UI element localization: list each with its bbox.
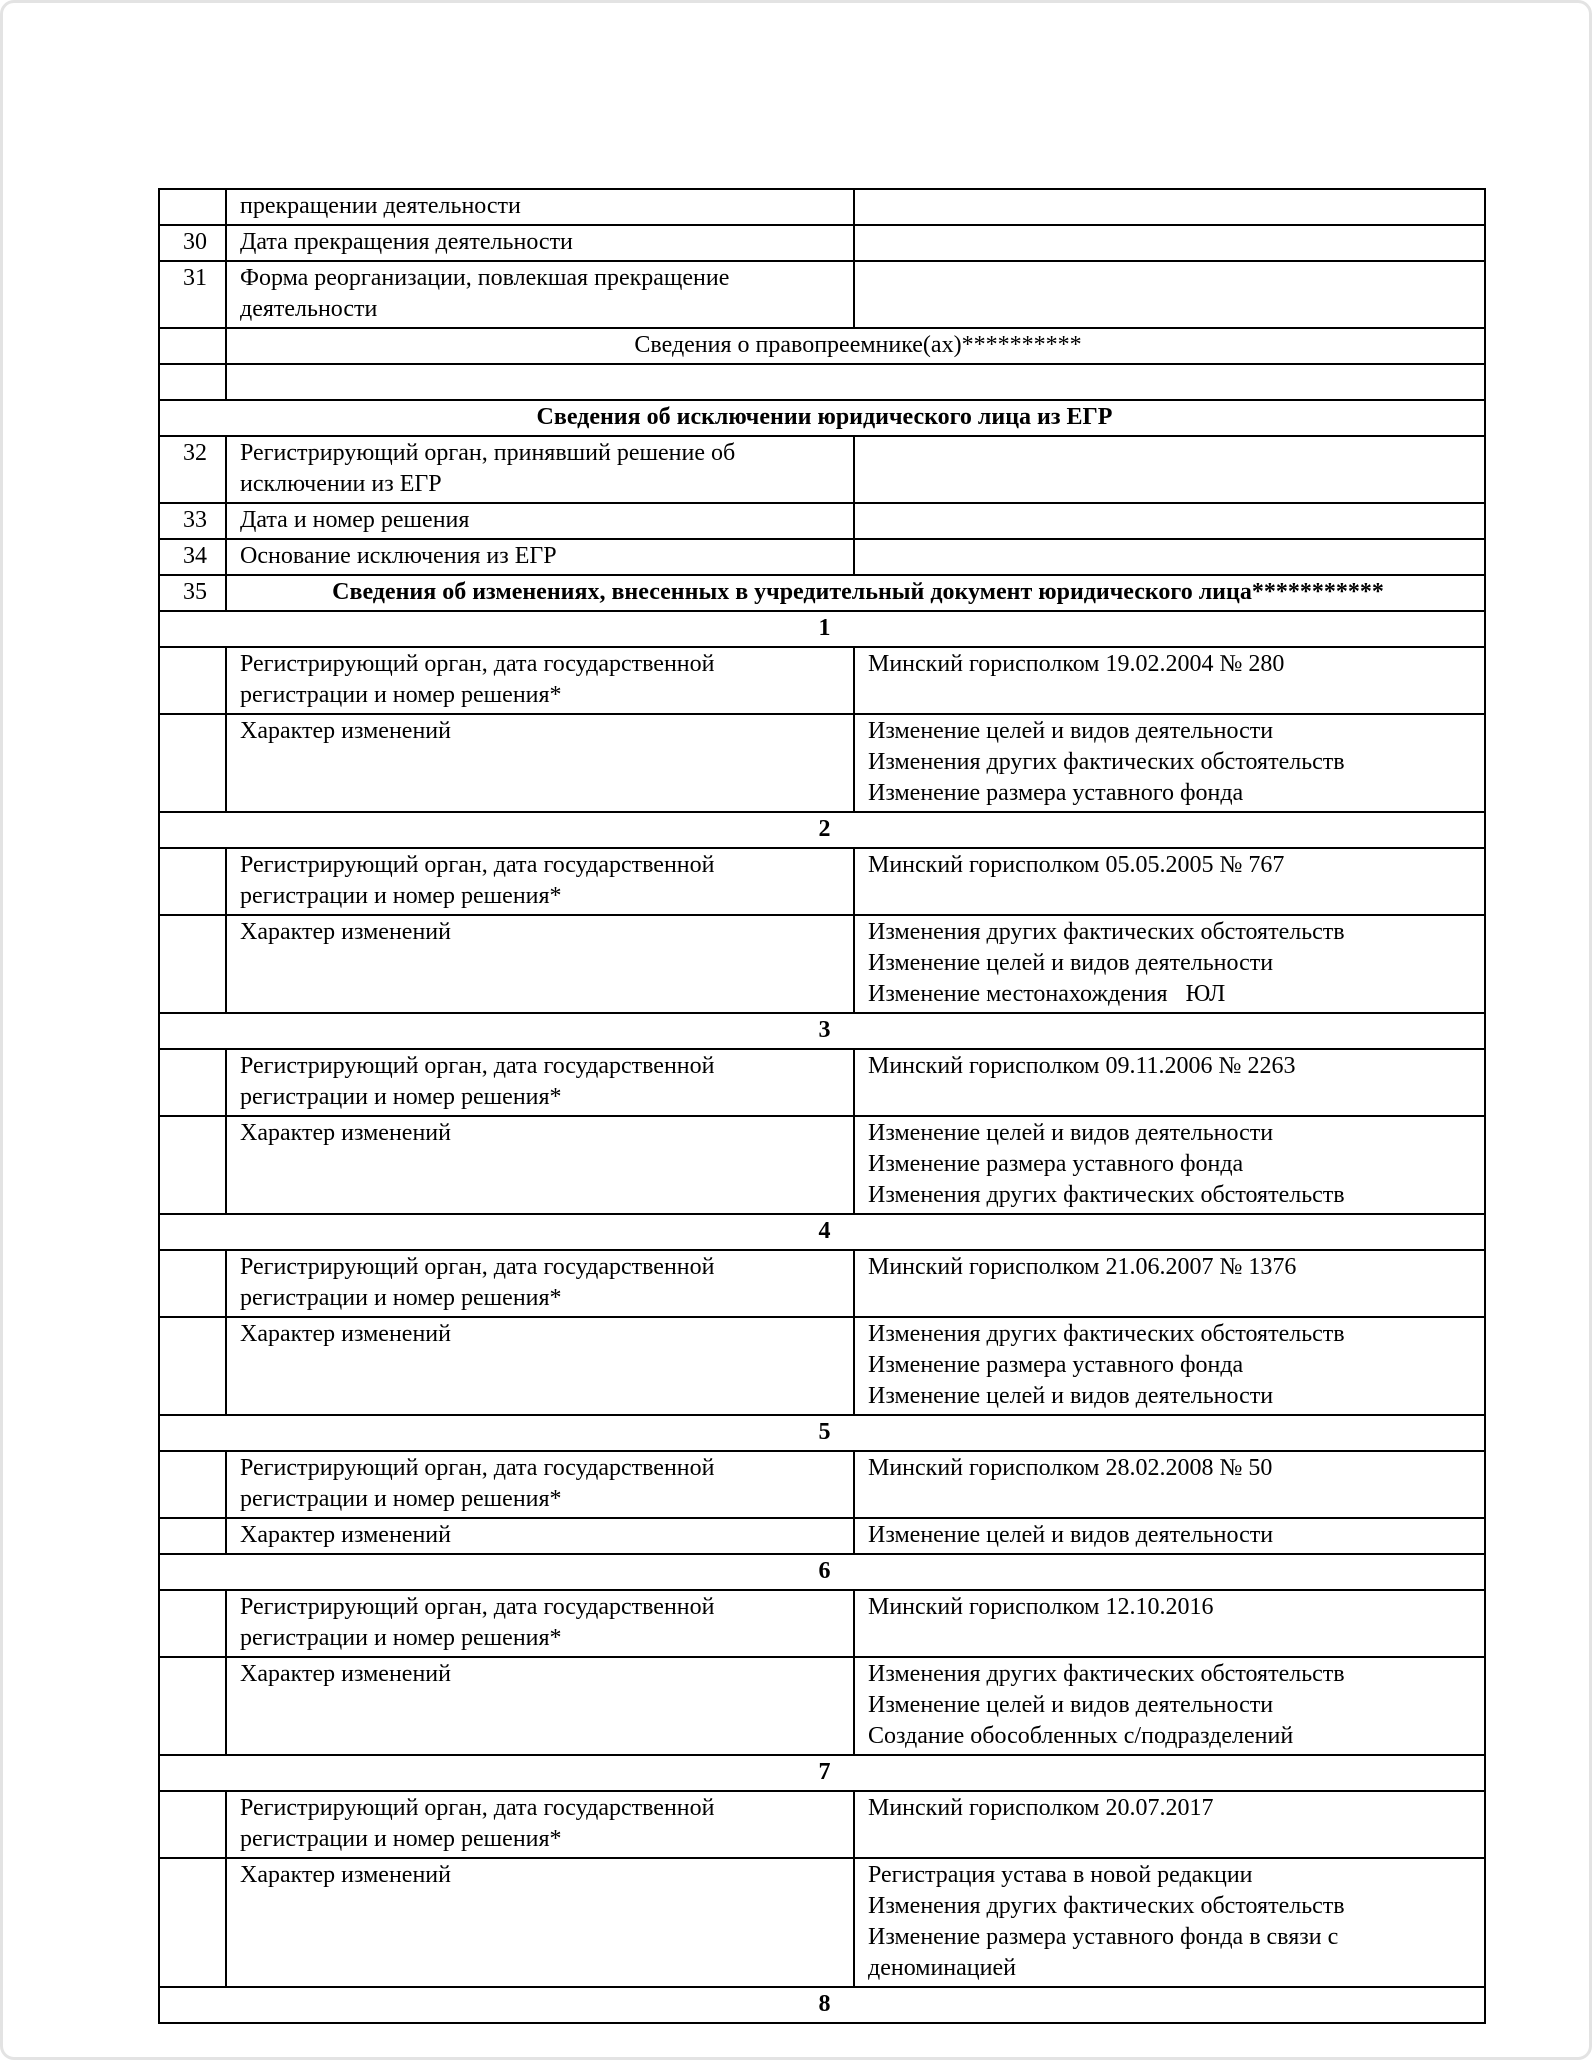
field-label: прекращении деятельности: [226, 189, 854, 225]
field-label: Регистрирующий орган, дата государственной регистрации и номер решения*: [226, 1590, 854, 1657]
row-number: [159, 1858, 226, 1987]
section-3-org-row: [159, 1049, 1485, 1116]
section-7-number-row: [159, 1755, 1485, 1791]
section-3-changes-row: [159, 1116, 1485, 1214]
section-5-org-row: [159, 1451, 1485, 1518]
section-1-org-row: [159, 647, 1485, 714]
change-line: Изменение местонахождения ЮЛ: [868, 981, 1226, 1007]
change-line: Изменения других фактических обстоятельств: [868, 1893, 1345, 1919]
change-line: Изменение целей и видов деятельности: [868, 1522, 1274, 1548]
field-label: Регистрирующий орган, дата государственной регистрации и номер решения*: [226, 1451, 854, 1518]
change-line: Регистрация устава в новой редакции: [868, 1862, 1253, 1888]
field-label: Дата и номер решения: [226, 503, 854, 539]
row-number: [159, 1116, 226, 1214]
section-2-changes-row: [159, 915, 1485, 1013]
row-number: 34: [159, 539, 226, 575]
field-label: Характер изменений: [226, 1518, 854, 1554]
section-7-org-row: [159, 1791, 1485, 1858]
change-line: Изменение целей и видов деятельности: [868, 950, 1274, 976]
change-line: Изменения других фактических обстоятельств: [868, 1182, 1345, 1208]
table-row-33: [159, 503, 1485, 539]
field-label: Регистрирующий орган, дата государственной регистрации и номер решения*: [226, 1791, 854, 1858]
successor-section-header: Сведения о правопреемнике(ах)**********: [226, 328, 1485, 364]
row-number: 35: [159, 575, 226, 611]
row-number: [159, 1250, 226, 1317]
row-number: [159, 364, 226, 400]
section-3-number-row: [159, 1013, 1485, 1049]
table-row-35: [159, 575, 1485, 611]
row-number: [159, 915, 226, 1013]
field-label: Регистрирующий орган, дата государственной регистрации и номер решения*: [226, 1049, 854, 1116]
row-number: [159, 1518, 226, 1554]
section-4-org-row: [159, 1250, 1485, 1317]
field-label: Дата прекращения деятельности: [226, 225, 854, 261]
row-number: [159, 1049, 226, 1116]
empty-cell: [226, 364, 1485, 400]
section-number: 6: [159, 1554, 1485, 1590]
field-label: Характер изменений: [226, 1657, 854, 1755]
field-value: [854, 225, 1485, 261]
change-line: Изменение размера уставного фонда: [868, 1151, 1244, 1177]
field-label: Характер изменений: [226, 1858, 854, 1987]
change-line: Изменения других фактических обстоятельств: [868, 919, 1345, 945]
field-value: [854, 1317, 1485, 1415]
field-label: Характер изменений: [226, 1116, 854, 1214]
row-number: 32: [159, 436, 226, 503]
section-4-changes-row: [159, 1317, 1485, 1415]
table-row-successor-header: [159, 328, 1485, 364]
change-line: Изменения других фактических обстоятельств: [868, 749, 1345, 775]
field-value: [854, 189, 1485, 225]
section-number: 5: [159, 1415, 1485, 1451]
field-value: [854, 1518, 1485, 1554]
table-row-exclusion-header: [159, 400, 1485, 436]
field-label: Регистрирующий орган, дата государственной регистрации и номер решения*: [226, 647, 854, 714]
changes-section-header: Сведения об изменениях, внесенных в учредительный документ юридического лица***********: [226, 575, 1485, 611]
change-line: Изменение размера уставного фонда в связи с деноминацией: [868, 1924, 1339, 1981]
section-number: 4: [159, 1214, 1485, 1250]
section-8-number-row: [159, 1987, 1485, 2023]
field-label: Регистрирующий орган, дата государственной регистрации и номер решения*: [226, 1250, 854, 1317]
section-2-org-row: [159, 848, 1485, 915]
row-number: [159, 1590, 226, 1657]
section-5-number-row: [159, 1415, 1485, 1451]
change-line: Изменение целей и видов деятельности: [868, 718, 1274, 744]
row-number: 33: [159, 503, 226, 539]
change-line: Изменение размера уставного фонда: [868, 780, 1244, 806]
section-6-number-row: [159, 1554, 1485, 1590]
field-value: [854, 539, 1485, 575]
section-2-number-row: [159, 812, 1485, 848]
section-number: 2: [159, 812, 1485, 848]
section-6-changes-row: [159, 1657, 1485, 1755]
section-7-changes-row: [159, 1858, 1485, 1987]
row-number: [159, 189, 226, 225]
row-number: [159, 1451, 226, 1518]
section-number: 7: [159, 1755, 1485, 1791]
section-4-number-row: [159, 1214, 1485, 1250]
field-value: Минский горисполком 21.06.2007 № 1376: [854, 1250, 1485, 1317]
row-number: [159, 647, 226, 714]
change-line: Изменение целей и видов деятельности: [868, 1383, 1274, 1409]
registry-extract-table: [158, 188, 1486, 2024]
field-value: [854, 714, 1485, 812]
exclusion-section-header: Сведения об исключении юридического лица из ЕГР: [159, 400, 1485, 436]
section-1-changes-row: [159, 714, 1485, 812]
field-value: [854, 1858, 1485, 1987]
row-number: [159, 1317, 226, 1415]
field-label: Форма реорганизации, повлекшая прекращение деятельности: [226, 261, 854, 328]
field-label: Характер изменений: [226, 1317, 854, 1415]
field-value: [854, 261, 1485, 328]
field-label: Основание исключения из ЕГР: [226, 539, 854, 575]
section-number: 1: [159, 611, 1485, 647]
section-number: 8: [159, 1987, 1485, 2023]
field-value: Минский горисполком 28.02.2008 № 50: [854, 1451, 1485, 1518]
table-row-empty: [159, 364, 1485, 400]
table-row-30: [159, 225, 1485, 261]
section-5-changes-row: [159, 1518, 1485, 1554]
field-value: [854, 1657, 1485, 1755]
section-number: 3: [159, 1013, 1485, 1049]
change-line: Создание обособленных с/подразделений: [868, 1723, 1294, 1749]
row-number: 31: [159, 261, 226, 328]
field-label: Регистрирующий орган, дата государственной регистрации и номер решения*: [226, 848, 854, 915]
field-label: Характер изменений: [226, 915, 854, 1013]
change-line: Изменения других фактических обстоятельств: [868, 1661, 1345, 1687]
change-line: Изменение целей и видов деятельности: [868, 1692, 1274, 1718]
field-value: [854, 915, 1485, 1013]
field-value: [854, 503, 1485, 539]
table-row-31: [159, 261, 1485, 328]
section-1-number-row: [159, 611, 1485, 647]
change-line: Изменение целей и видов деятельности: [868, 1120, 1274, 1146]
field-value: [854, 436, 1485, 503]
table-row-32: [159, 436, 1485, 503]
row-number: 30: [159, 225, 226, 261]
field-value: Минский горисполком 05.05.2005 № 767: [854, 848, 1485, 915]
row-number: [159, 328, 226, 364]
field-value: Минский горисполком 19.02.2004 № 280: [854, 647, 1485, 714]
field-label: Характер изменений: [226, 714, 854, 812]
field-label: Регистрирующий орган, принявший решение об исключении из ЕГР: [226, 436, 854, 503]
table-row-34: [159, 539, 1485, 575]
table-row-29-continuation: [159, 189, 1485, 225]
section-6-org-row: [159, 1590, 1485, 1657]
change-line: Изменение размера уставного фонда: [868, 1352, 1244, 1378]
field-value: [854, 1116, 1485, 1214]
row-number: [159, 1657, 226, 1755]
row-number: [159, 1791, 226, 1858]
field-value: Минский горисполком 09.11.2006 № 2263: [854, 1049, 1485, 1116]
row-number: [159, 714, 226, 812]
field-value: Минский горисполком 12.10.2016: [854, 1590, 1485, 1657]
change-line: Изменения других фактических обстоятельств: [868, 1321, 1345, 1347]
field-value: Минский горисполком 20.07.2017: [854, 1791, 1485, 1858]
row-number: [159, 848, 226, 915]
